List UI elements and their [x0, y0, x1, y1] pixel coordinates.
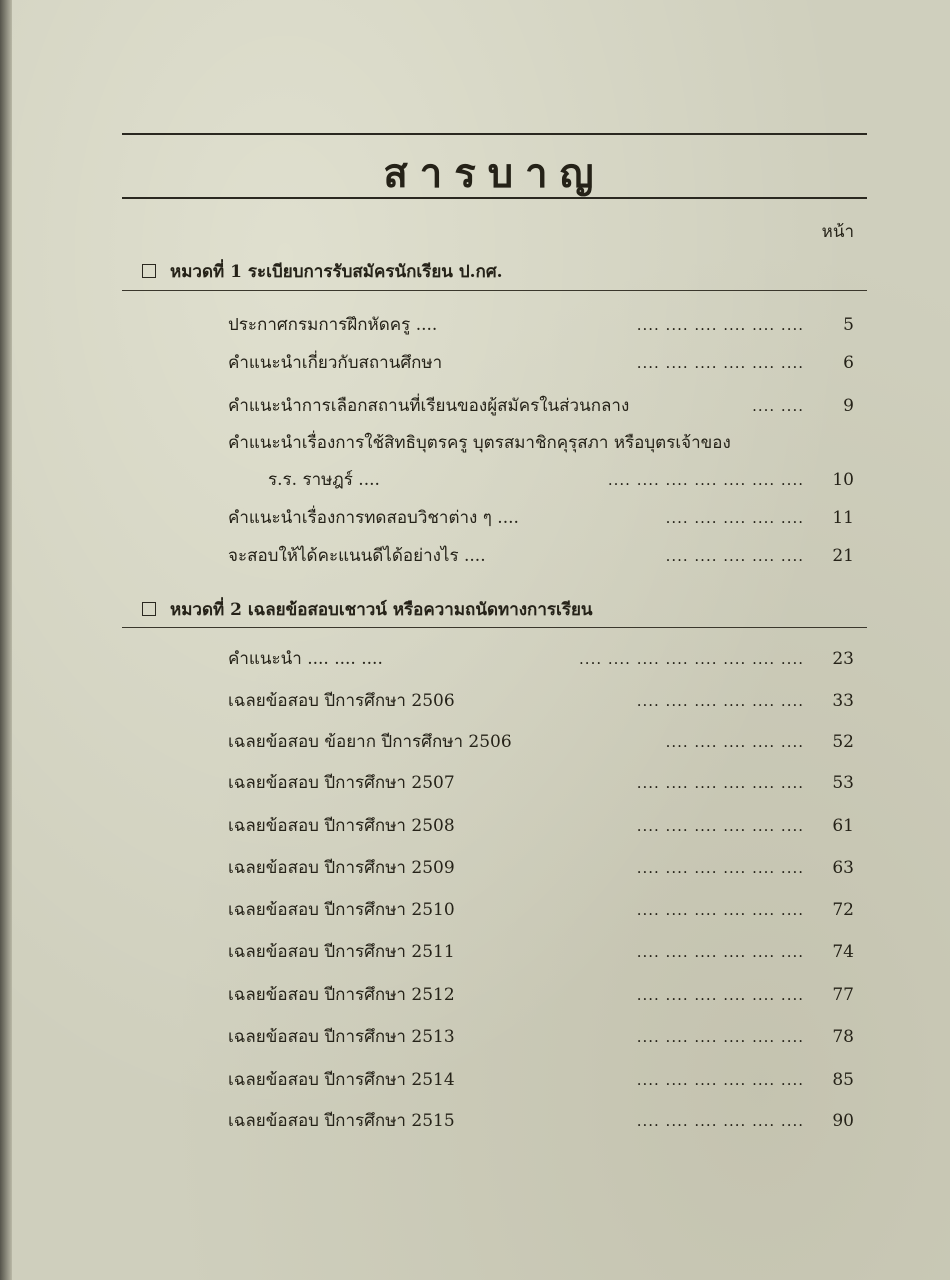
- toc-entry-label: ประกาศกรมการฝึกหัดครู ....: [228, 315, 438, 335]
- toc-entry-leader: .... ....: [752, 397, 804, 415]
- toc-entry-label: เฉลยข้อสอบ ปีการศึกษา 2511: [228, 942, 455, 962]
- toc-entry[interactable]: [228, 1024, 854, 1050]
- toc-entry-leader: .... .... .... .... .... ....: [636, 692, 804, 710]
- toc-entry-page: 74: [832, 942, 854, 962]
- toc-entry-label: เฉลยข้อสอบ ปีการศึกษา 2508: [228, 816, 455, 836]
- toc-entry-page: 53: [832, 773, 854, 793]
- toc-entry-label: คำแนะนำเรื่องการทดสอบวิชาต่าง ๆ ....: [228, 508, 519, 528]
- toc-entry-page: 72: [832, 900, 854, 920]
- section-rule-2: [122, 627, 867, 628]
- toc-entry-label: คำแนะนำเรื่องการใช้สิทธิบุตรครู บุตรสมาชิกคุรุสภา หรือบุตรเจ้าของ: [228, 433, 731, 453]
- toc-entry[interactable]: [228, 982, 854, 1008]
- toc-entry-page: 61: [832, 816, 854, 836]
- toc-entry-leader: .... .... .... .... .... ....: [636, 859, 804, 877]
- toc-entry-page: 78: [832, 1027, 854, 1047]
- toc-entry[interactable]: [228, 855, 854, 881]
- section-heading-2: [142, 596, 867, 623]
- toc-entry[interactable]: [228, 1108, 854, 1134]
- toc-entry-label: ร.ร. ราษฎร์ ....: [268, 470, 380, 490]
- page-column-header: หน้า: [821, 222, 854, 242]
- toc-entry-page: 23: [832, 649, 854, 669]
- toc-entry[interactable]: [228, 543, 854, 569]
- toc-entry-leader: .... .... .... .... .... .... ....: [607, 471, 804, 489]
- page-edge-shadow: [0, 0, 12, 1280]
- toc-entry-page: 9: [843, 396, 854, 416]
- checkbox-square-icon: [142, 602, 156, 616]
- toc-entry[interactable]: [228, 813, 854, 839]
- toc-entry-page: 85: [832, 1070, 854, 1090]
- toc-entry-label: เฉลยข้อสอบ ปีการศึกษา 2507: [228, 773, 455, 793]
- toc-entry[interactable]: [228, 770, 854, 796]
- toc-entry-leader: .... .... .... .... .... ....: [636, 901, 804, 919]
- toc-entry-leader: .... .... .... .... .... ....: [636, 986, 804, 1004]
- toc-entry-label: เฉลยข้อสอบ ข้อยาก ปีการศึกษา 2506: [228, 732, 512, 752]
- toc-entry[interactable]: [228, 1067, 854, 1093]
- section-heading-label: หมวดที่ 1 ระเบียบการรับสมัครนักเรียน ป.กศ.: [170, 262, 503, 282]
- toc-entry[interactable]: [228, 350, 854, 376]
- toc-entry-leader: .... .... .... .... .... ....: [636, 943, 804, 961]
- toc-entry-page: 10: [832, 470, 854, 490]
- toc-entry-page: 21: [832, 546, 854, 566]
- toc-entry-label: เฉลยข้อสอบ ปีการศึกษา 2514: [228, 1070, 455, 1090]
- toc-entry-page: 90: [832, 1111, 854, 1131]
- toc-entry-label: เฉลยข้อสอบ ปีการศึกษา 2509: [228, 858, 455, 878]
- toc-entry-page: 11: [832, 508, 854, 528]
- toc-entry-leader: .... .... .... .... .... ....: [636, 817, 804, 835]
- title-rule-top: [122, 133, 867, 135]
- toc-entry[interactable]: [228, 729, 854, 755]
- toc-entry-page: 63: [832, 858, 854, 878]
- toc-entry-label: คำแนะนำ .... .... ....: [228, 649, 383, 669]
- page-title: สารบาญ: [383, 150, 606, 197]
- toc-entry[interactable]: [228, 430, 854, 456]
- toc-entry-leader: .... .... .... .... .... ....: [636, 1028, 804, 1046]
- toc-entry-page: 6: [843, 353, 854, 373]
- checkbox-square-icon: [142, 264, 156, 278]
- toc-entry[interactable]: [228, 312, 854, 338]
- toc-entry-leader: .... .... .... .... .... ....: [636, 1112, 804, 1130]
- toc-entry-leader: .... .... .... .... ....: [665, 547, 804, 565]
- section-heading-label: หมวดที่ 2 เฉลยข้อสอบเชาวน์ หรือความถนัดทางการเรียน: [170, 600, 593, 620]
- toc-entry[interactable]: [228, 646, 854, 672]
- toc-entry[interactable]: [228, 467, 854, 493]
- toc-entry-leader: .... .... .... .... .... ....: [636, 354, 804, 372]
- toc-entry[interactable]: [228, 897, 854, 923]
- toc-entry[interactable]: [228, 939, 854, 965]
- toc-entry-label: เฉลยข้อสอบ ปีการศึกษา 2506: [228, 691, 455, 711]
- toc-entry[interactable]: [228, 393, 854, 419]
- toc-entry-leader: .... .... .... .... .... ....: [636, 316, 804, 334]
- section-heading-1: [142, 258, 867, 285]
- toc-entry-label: คำแนะนำการเลือกสถานที่เรียนของผู้สมัครในส่วนกลาง: [228, 396, 630, 416]
- toc-entry-label: เฉลยข้อสอบ ปีการศึกษา 2515: [228, 1111, 455, 1131]
- toc-entry-label: คำแนะนำเกี่ยวกับสถานศึกษา: [228, 353, 443, 373]
- toc-entry-leader: .... .... .... .... ....: [665, 733, 804, 751]
- toc-entry-label: เฉลยข้อสอบ ปีการศึกษา 2512: [228, 985, 455, 1005]
- section-rule-1: [122, 290, 867, 291]
- toc-entry-page: 5: [843, 315, 854, 335]
- toc-entry-page: 77: [832, 985, 854, 1005]
- toc-entry-leader: .... .... .... .... ....: [665, 509, 804, 527]
- toc-entry-page: 33: [832, 691, 854, 711]
- toc-entry-label: จะสอบให้ได้คะแนนดีได้อย่างไร ....: [228, 546, 486, 566]
- toc-entry-label: เฉลยข้อสอบ ปีการศึกษา 2513: [228, 1027, 455, 1047]
- toc-entry-leader: .... .... .... .... .... ....: [636, 1071, 804, 1089]
- toc-entry-label: เฉลยข้อสอบ ปีการศึกษา 2510: [228, 900, 455, 920]
- toc-entry[interactable]: [228, 688, 854, 714]
- title-rule-bottom: [122, 197, 867, 199]
- toc-entry-page: 52: [832, 732, 854, 752]
- toc-entry-leader: .... .... .... .... .... .... .... ....: [579, 650, 804, 668]
- toc-entry[interactable]: [228, 505, 854, 531]
- toc-entry-leader: .... .... .... .... .... ....: [636, 774, 804, 792]
